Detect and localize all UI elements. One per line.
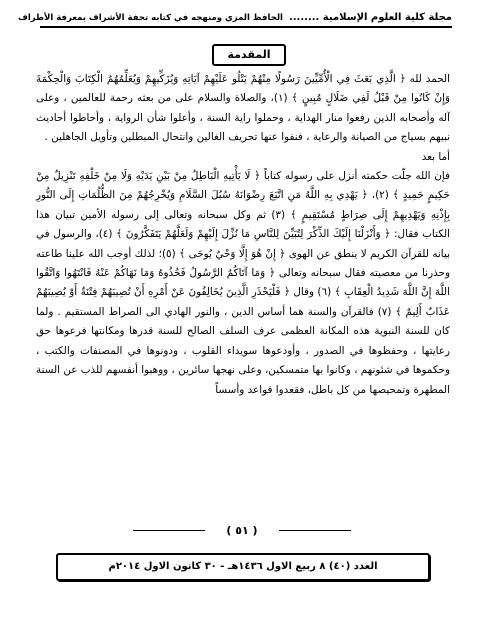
body-text	[36, 70, 450, 400]
running-header	[17, 12, 452, 28]
paragraph-praise: الحمد لله ﴿ الَّذِي بَعَثَ فِي الْأُمِّيِّينَ رَسُولًا مِنْهُمْ يَتْلُو عَلَيْهِمْ آيَاتِهِ وَيُزَكِّيهِمْ وَيُعَلِّمُهُمُ الْكِتَابَ وَالْحِكْمَةَ وَإِنْ كَانُوا مِنْ قَبْلُ لَفِي ضَلَالٍ مُبِينٍ ﴾ (١)، والصلاة والسلام على من بعثه رحمة للعالمين ، وعلى آله وأصحابه الذين رفعوا منار الهداية ، وحملوا راية السنة ، وأعلوا شأن الرواية ، وأحاطوا أحاديث نبيهم بسياج من الصيانة والرعاية ، فنفوا عنها تحريف الغالين وانتحال المبطلين وتأويل الجاهلين .	[36, 73, 450, 144]
section-title: المقدمة	[212, 44, 286, 66]
paragraph-main: فإن الله جلّت حكمته أنزل على رسوله كتاباً ﴿ لَا يَأْتِيهِ الْبَاطِلُ مِنْ بَيْنِ يَدَيْهِ وَلَا مِنْ خَلْفِهِ تَنْزِيلٌ مِنْ حَكِيمٍ حَمِيدٍ ﴾ (٢)، ﴿ يَهْدِي بِهِ اللَّهُ مَنِ اتَّبَعَ رِضْوَانَهُ سُبُلَ السَّلَامِ وَيُخْرِجُهُمْ مِنَ الظُّلُمَاتِ إِلَى النُّورِ بِإِذْنِهِ وَيَهْدِيهِمْ إِلَى صِرَاطٍ مُسْتَقِيمٍ ﴾ (٣) ثم وكل سبحانه وتعالى إلى رسوله الأمين تبيان هذا الكتاب فقال: ﴿ وَأَنْزَلْنَا إِلَيْكَ الذِّكْرَ لِتُبَيِّنَ لِلنَّاسِ مَا نُزِّلَ إِلَيْهِمْ وَلَعَلَّهُمْ يَتَفَكَّرُونَ ﴾ (٤)، والرسول في بيانه للقرآن الكريم لا ينطق عن الهوى ﴿ إِنْ هُوَ إِلَّا وَحْيٌ يُوحَى ﴾ (٥)؛ لذلك أوجب الله علينا طاعته وحذرنا من معصيته فقال سبحانه وتعالى ﴿ وَمَا آتَاكُمُ الرَّسُولُ فَخُذُوهُ وَمَا نَهَاكُمْ عَنْهُ فَانْتَهُوا وَاتَّقُوا اللَّهَ إِنَّ اللَّهَ شَدِيدُ الْعِقَابِ ﴾ (٦) وقال ﴿ فَلْيَحْذَرِ الَّذِينَ يُخَالِفُونَ عَنْ أَمْرِهِ أَنْ تُصِيبَهُمْ فِتْنَةٌ أَوْ يُصِيبَهُمْ عَذَابٌ أَلِيمٌ ﴾ (٧) فالقرآن والسنة هما أساس الدين ، والنور الهادي الى الصراط المستقيم . ولما كان للسنة النبوية هذه المكانة العظمى عرف السلف الصالح للسنة قدرها ومكانتها فرعوها حق رعايتها ، وحفظوها في الصدور ، وأودعوها سويداء القلوب ، ودونوها في المصنفات والكتب ، وحكموها في شئونهم ، وكانوا بها متمسكين، وعلى نهجها سائرين ، ووهبوا أنفسهم للذب عن السنة المطهرة وتمحيصها من كل باطل، فقعدوا قواعد وأسساً	[36, 170, 450, 396]
journal-title: مجلة كلية العلوم الإسلامية ........	[288, 12, 452, 23]
paragraph-amma-baad: أما بعد	[421, 150, 450, 163]
page-number: ( ٥١ )	[207, 521, 277, 541]
article-title: الحافظ المزي ومنهجه في كتابه تحفة الأشراف بمعرفة الأطراف	[17, 13, 283, 23]
issue-footer: العدد (٤٠) ٨ ربيع الاول ١٤٣٦هـ - ٣٠ كانون الاول ٢٠١٤م	[56, 553, 430, 581]
